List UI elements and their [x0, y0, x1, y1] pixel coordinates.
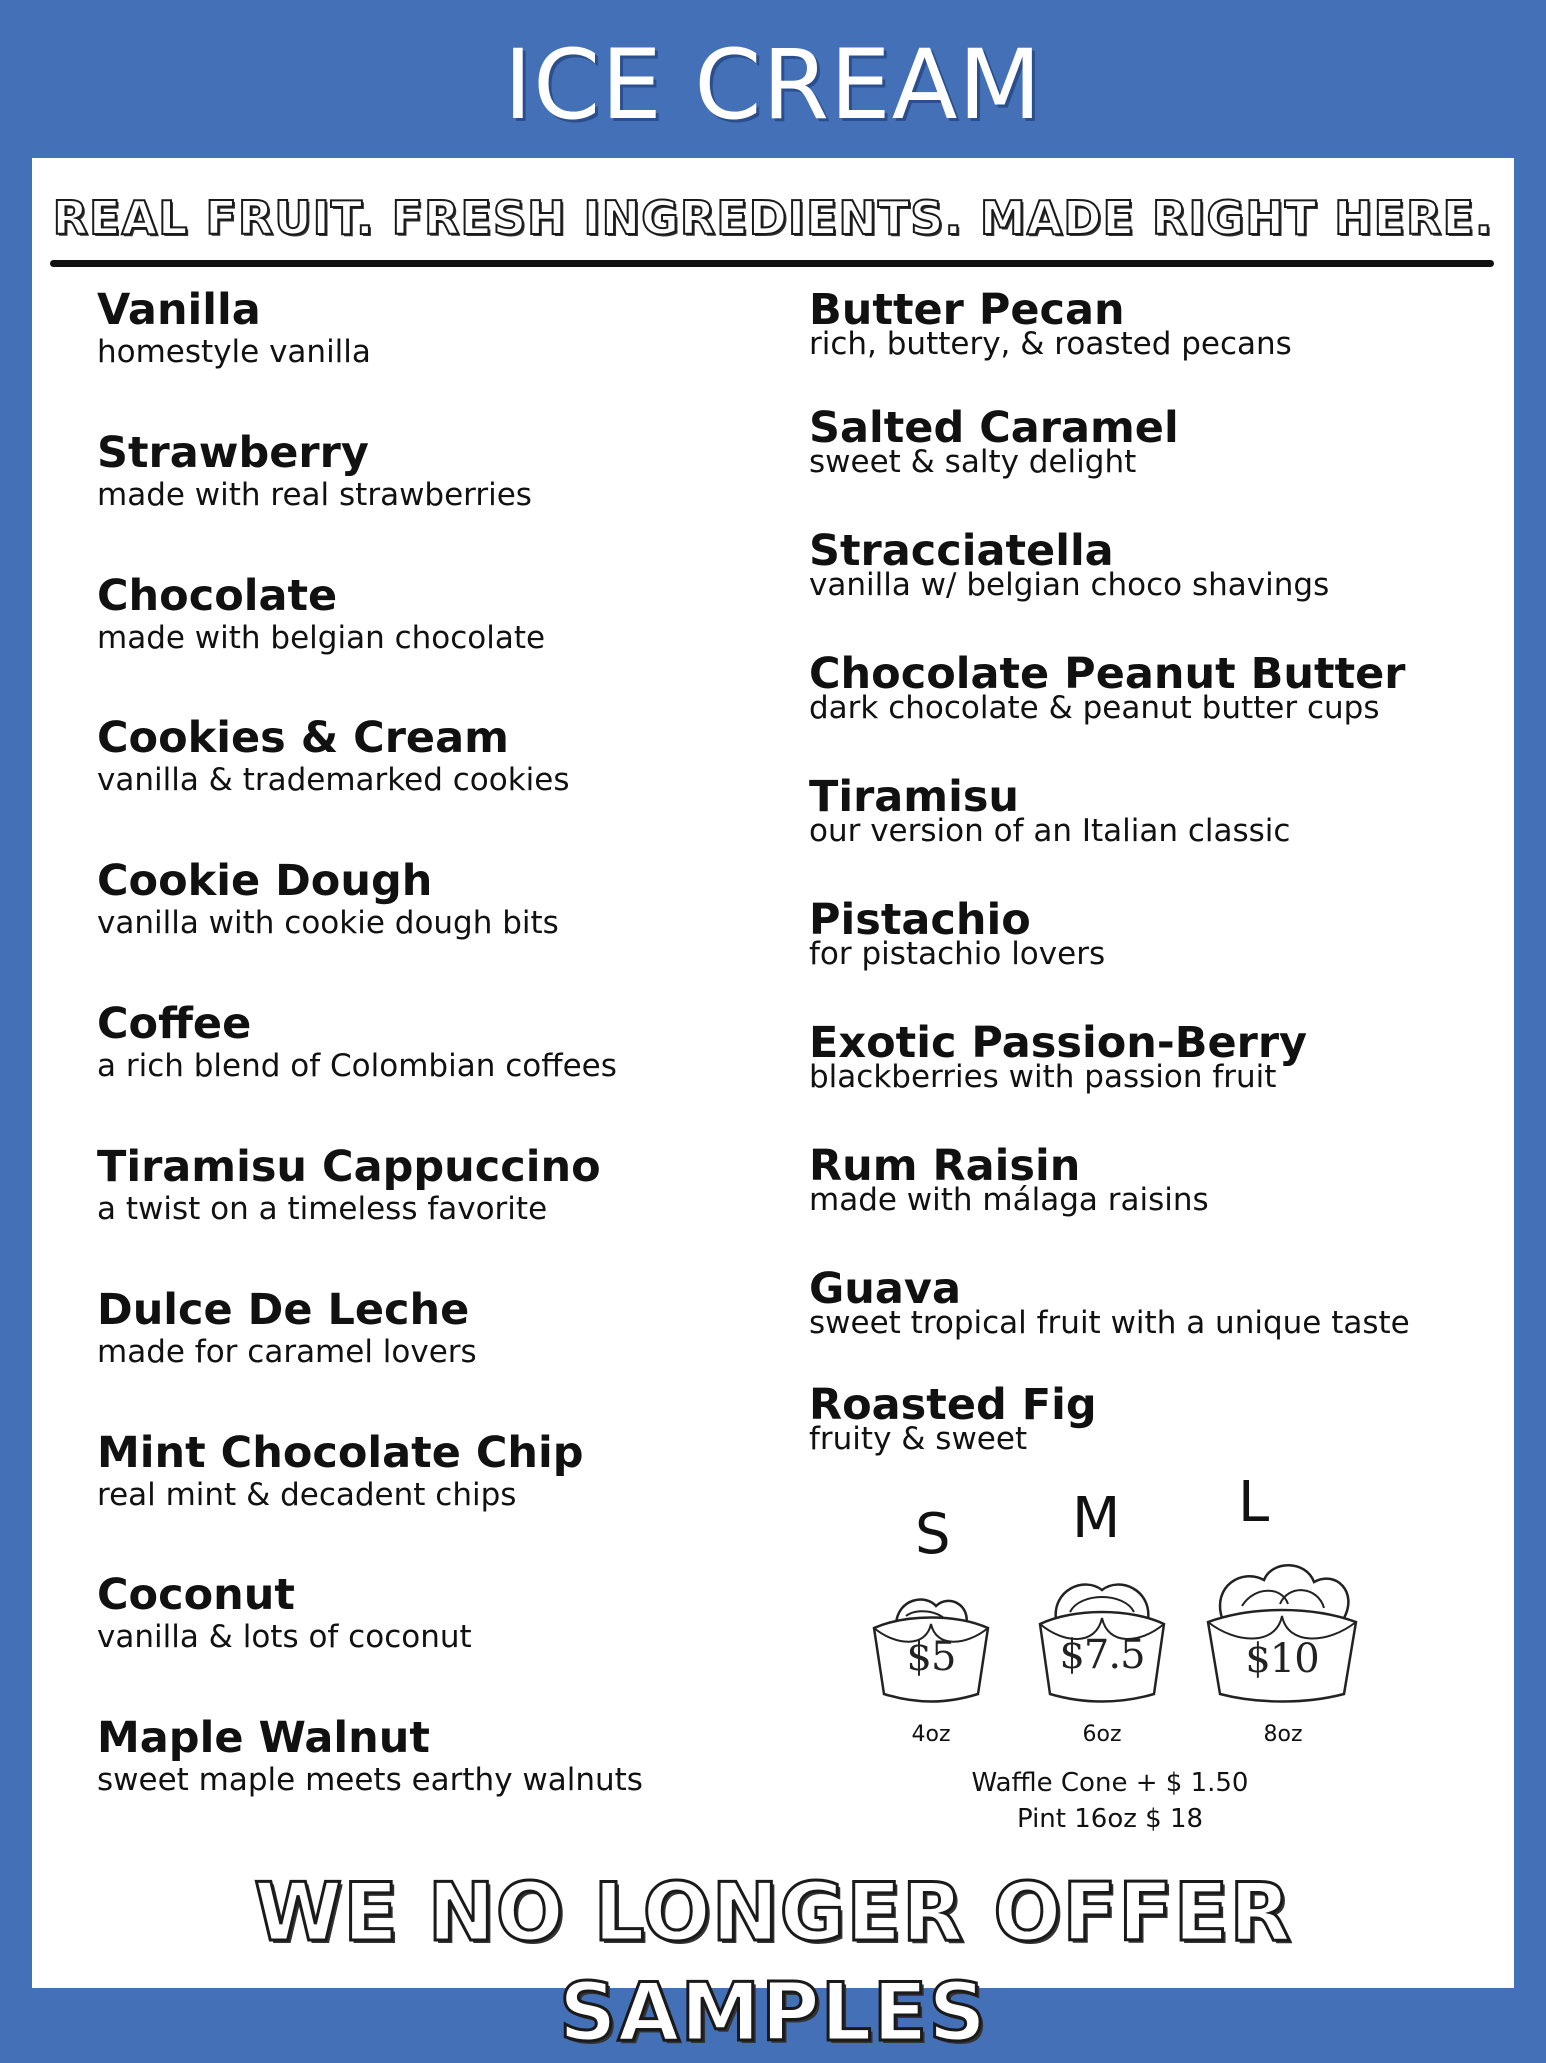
flavor-name: Salted Caramel: [809, 403, 1179, 453]
flavor-chocolate: [97, 572, 545, 656]
size-letter-medium: M: [1072, 1486, 1121, 1551]
medium-oz: 6oz: [1082, 1722, 1122, 1747]
flavor-name: Coffee: [97, 999, 252, 1049]
flavor-name: Coconut: [97, 1570, 295, 1620]
flavor-name: Maple Walnut: [97, 1713, 430, 1763]
tagline: REAL FRUIT. FRESH INGREDIENTS. MADE RIGHT HERE.: [52, 191, 1494, 245]
flavor-desc: homestyle vanilla: [97, 334, 371, 370]
flavor-dulce-de-leche: [97, 1286, 477, 1370]
extras-info: [830, 1765, 1390, 1837]
flavor-desc: made for caramel lovers: [97, 1334, 477, 1370]
flavor-tiramisu: [809, 772, 1291, 849]
flavor-name: Cookie Dough: [97, 856, 433, 906]
waffle-cone-price: Waffle Cone + $ 1.50: [971, 1768, 1249, 1798]
flavor-name: Chocolate: [97, 571, 338, 621]
flavor-butter-pecan: [809, 285, 1292, 362]
flavor-coconut: [97, 1571, 472, 1655]
flavor-desc: real mint & decadent chips: [97, 1477, 517, 1513]
flavor-name: Dulce De Leche: [97, 1285, 470, 1335]
medium-price: $7.5: [1059, 1632, 1145, 1678]
flavor-name: Strawberry: [97, 428, 369, 478]
flavor-desc: blackberries with passion fruit: [809, 1059, 1277, 1095]
menu-panel: [32, 158, 1514, 1988]
flavor-guava: [809, 1264, 1410, 1341]
flavor-pistachio: [809, 895, 1106, 972]
flavor-name: Tiramisu: [809, 772, 1020, 822]
flavor-salted-caramel: [809, 403, 1179, 480]
large-price: $10: [1245, 1636, 1319, 1682]
flavor-name: Rum Raisin: [809, 1141, 1081, 1191]
flavor-name: Tiramisu Cappuccino: [97, 1142, 601, 1192]
flavor-maple-walnut: [97, 1714, 643, 1798]
flavor-cookies-cream: [97, 714, 570, 798]
page-title: ICE CREAM: [503, 29, 1043, 141]
flavor-desc: sweet maple meets earthy walnuts: [97, 1762, 643, 1798]
flavor-name: Pistachio: [809, 895, 1031, 945]
flavor-desc: made with real strawberries: [97, 477, 532, 513]
flavor-name: Mint Chocolate Chip: [97, 1428, 584, 1478]
samples-notice: WE NO LONGER OFFER SAMPLES: [254, 1866, 1292, 2059]
flavor-chocolate-peanut-butter: [809, 649, 1406, 726]
flavor-exotic-passion-berry: [809, 1018, 1308, 1095]
size-options: [830, 1330, 1390, 1747]
flavor-name: Roasted Fig: [809, 1380, 1097, 1430]
divider-rule: [50, 260, 1494, 267]
size-letter-large: L: [1238, 1470, 1270, 1535]
small-oz: 4oz: [911, 1722, 951, 1747]
flavor-desc: dark chocolate & peanut butter cups: [809, 690, 1380, 726]
flavor-tiramisu-cappuccino: [97, 1143, 601, 1227]
flavor-desc: a rich blend of Colombian coffees: [97, 1048, 617, 1084]
small-price: $5: [906, 1634, 956, 1680]
flavor-name: Cookies & Cream: [97, 713, 509, 763]
flavor-desc: our version of an Italian classic: [809, 813, 1291, 849]
flavor-desc: vanilla with cookie dough bits: [97, 905, 559, 941]
size-letter-small: S: [915, 1502, 951, 1567]
flavor-desc: vanilla & trademarked cookies: [97, 762, 570, 798]
flavor-name: Guava: [809, 1264, 961, 1314]
pint-price: Pint 16oz $ 18: [1016, 1804, 1204, 1834]
flavor-name: Butter Pecan: [809, 285, 1125, 335]
flavor-desc: a twist on a timeless favorite: [97, 1191, 548, 1227]
medium-cup-icon: [1034, 1570, 1170, 1706]
large-oz: 8oz: [1263, 1722, 1303, 1747]
flavor-desc: for pistachio lovers: [809, 936, 1106, 972]
flavor-coffee: [97, 1000, 617, 1084]
flavor-desc: sweet tropical fruit with a unique taste: [809, 1305, 1410, 1341]
flavor-name: Chocolate Peanut Butter: [809, 649, 1406, 699]
flavor-mint-chocolate-chip: [97, 1429, 584, 1513]
flavor-desc: fruity & sweet: [809, 1421, 1028, 1457]
flavor-desc: rich, buttery, & roasted pecans: [809, 326, 1292, 362]
flavor-desc: made with belgian chocolate: [97, 620, 546, 656]
flavor-desc: sweet & salty delight: [809, 444, 1137, 480]
small-cup-icon: [866, 1586, 996, 1706]
flavor-desc: vanilla w/ belgian choco shavings: [809, 567, 1330, 603]
flavor-stracciatella: [809, 526, 1330, 603]
flavor-strawberry: [97, 429, 532, 513]
flavor-name: Exotic Passion-Berry: [809, 1018, 1308, 1068]
flavor-name: Vanilla: [97, 285, 261, 335]
flavor-name: Stracciatella: [809, 526, 1114, 576]
flavor-vanilla: [97, 286, 371, 370]
flavor-desc: vanilla & lots of coconut: [97, 1619, 472, 1655]
large-cup-icon: [1202, 1556, 1362, 1706]
flavor-rum-raisin: [809, 1141, 1209, 1218]
flavor-cookie-dough: [97, 857, 559, 941]
flavor-desc: made with málaga raisins: [809, 1182, 1209, 1218]
